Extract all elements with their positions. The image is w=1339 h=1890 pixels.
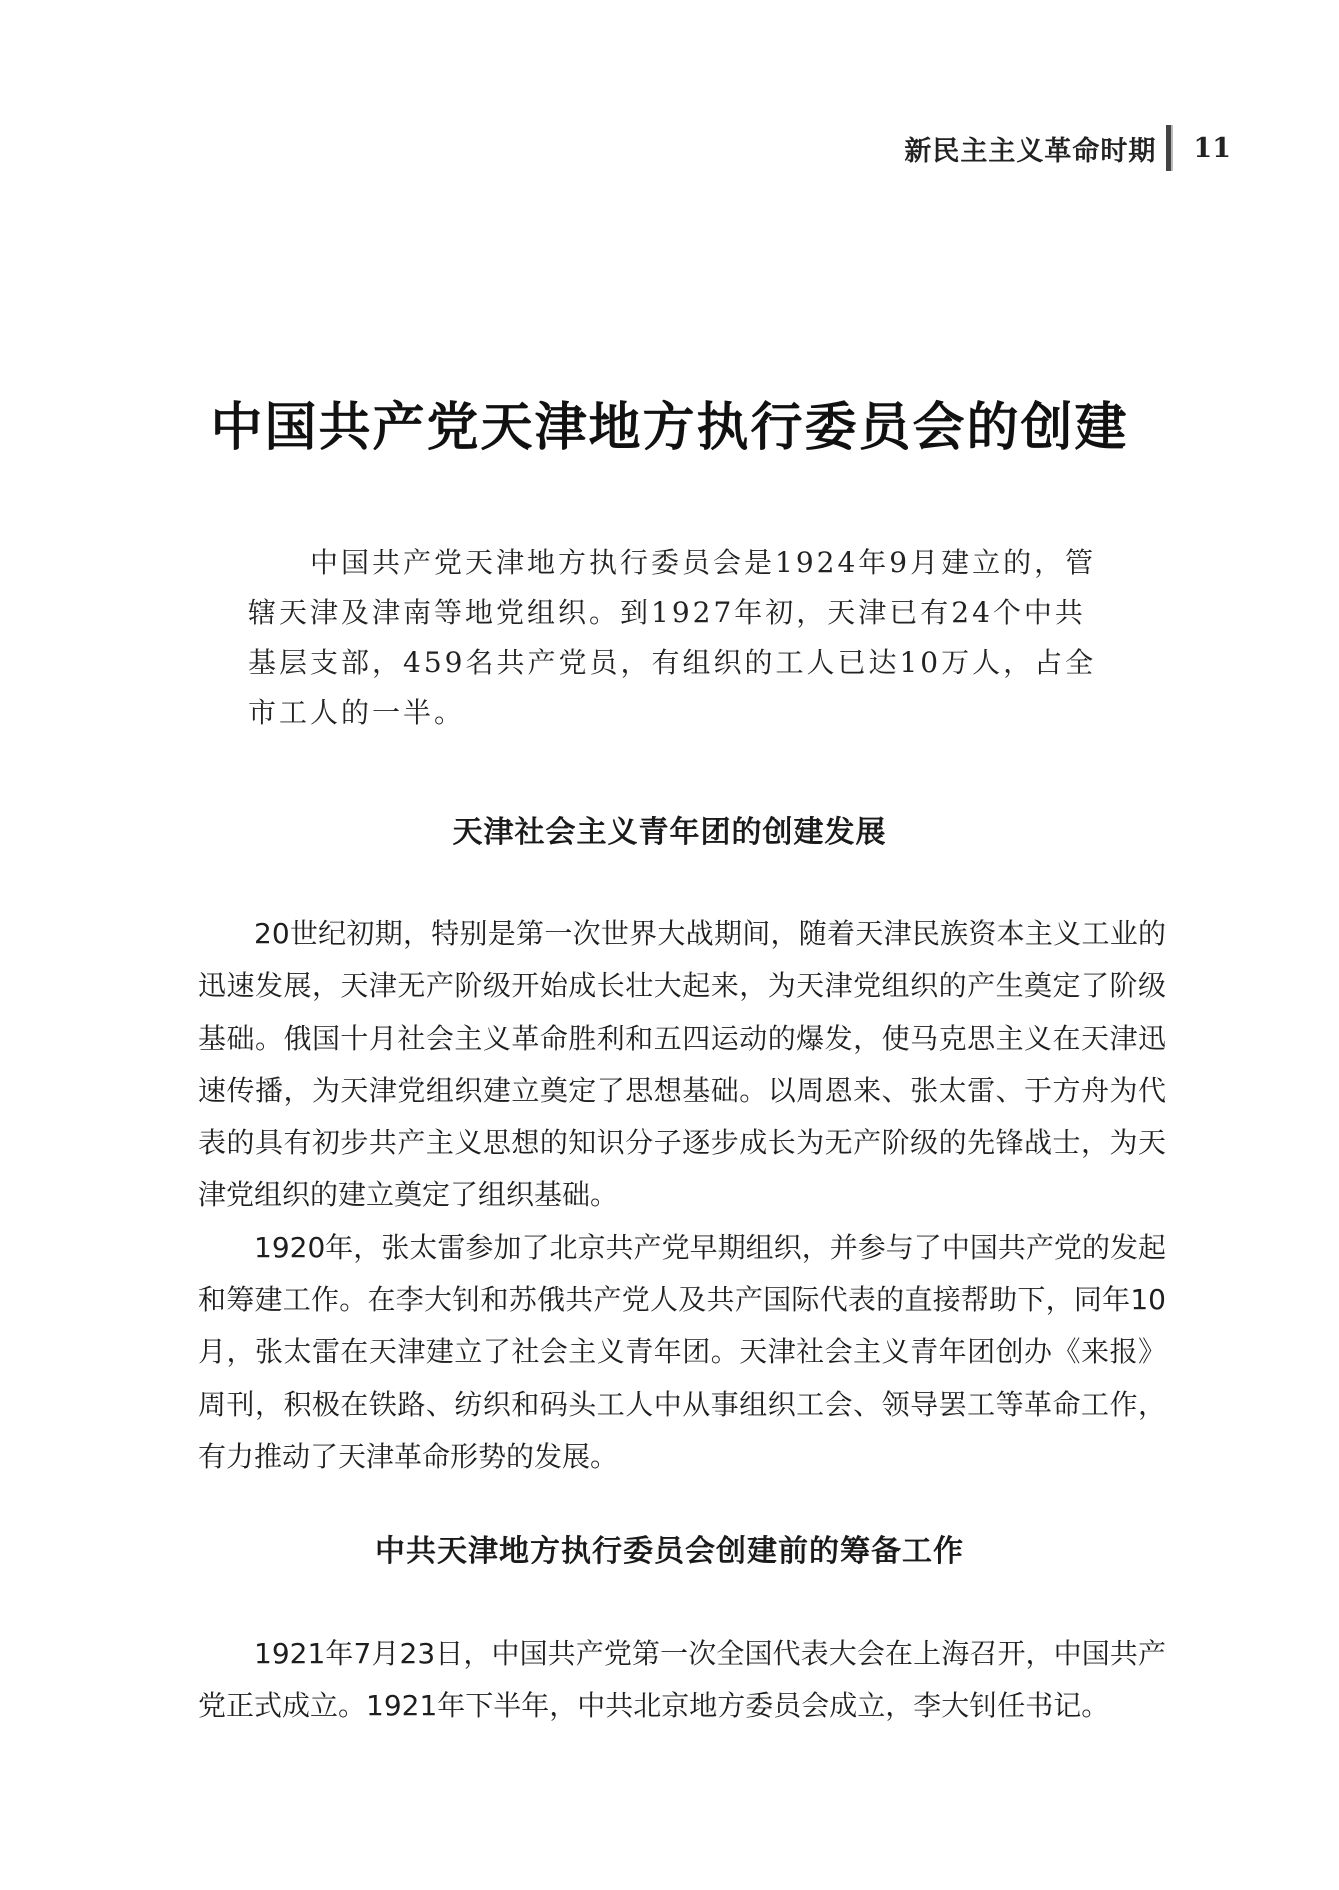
header-divider xyxy=(1166,125,1171,171)
body-paragraph: 1920年，张太雷参加了北京共产党早期组织，并参与了中国共产党的发起和筹建工作。在李大钊和苏俄共产党人及共产国际代表的直接帮助下，同年10月，张太雷在天津建立了社会主义青年团。天津社会主义青年团创办《来报》周刊，积极在铁路、纺织和码头工人中从事组织工会、领导罢工等革命工作，有力推动了天津革命形势的发展。 xyxy=(198,1230,1166,1473)
body-paragraph: 20世纪初期，特别是第一次世界大战期间，随着天津民族资本主义工业的迅速发展，天津无产阶级开始成长壮大起来，为天津党组织的产生奠定了阶级基础。俄国十月社会主义革命胜利和五四运动的爆发，使马克思主义在天津迅速传播，为天津党组织建立奠定了思想基础。以周恩来、张太雷、于方舟为代表的具有初步共产主义思想的知识分子逐步成长为无产阶级的先锋战士，为天津党组织的建立奠定了组织基础。 xyxy=(198,917,1166,1212)
body-paragraph: 1921年7月23日，中国共产党第一次全国代表大会在上海召开，中国共产党正式成立。1921年下半年，中共北京地方委员会成立，李大钊任书记。 xyxy=(198,1637,1166,1723)
section-body-preparation xyxy=(198,1628,1166,1733)
running-header xyxy=(904,128,1231,168)
running-title: 新民主主义革命时期 xyxy=(904,135,1157,167)
page-number: 11 xyxy=(1193,132,1231,164)
section-body-youth-league xyxy=(198,908,1166,1483)
chapter-summary: 中国共产党天津地方执行委员会是1924年9月建立的，管辖天津及津南等地党组织。到1927年初，天津已有24个中共基层支部，459名共产党员，有组织的工人已达10万人，占全市工人的一半。 xyxy=(248,546,1097,729)
section-heading-youth-league: 天津社会主义青年团的创建发展 xyxy=(452,815,887,850)
section-heading-preparation: 中共天津地方执行委员会创建前的筹备工作 xyxy=(375,1534,964,1569)
chapter-title: 中国共产党天津地方执行委员会的创建 xyxy=(210,398,1129,458)
